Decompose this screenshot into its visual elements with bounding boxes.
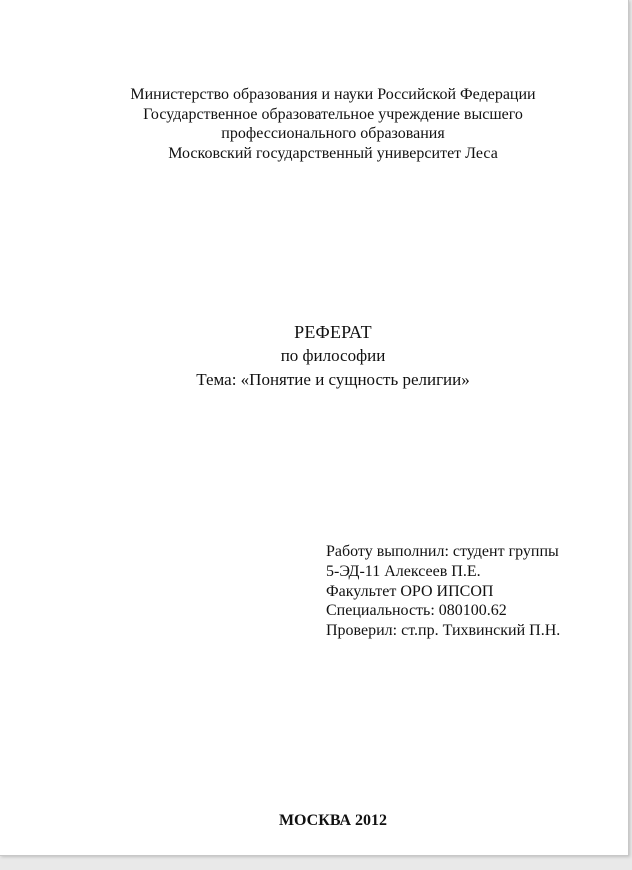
- institution-type-line: Государственное образовательное учреждение высшего: [143, 105, 523, 123]
- author-group-name: 5-ЭД-11 Алексеев П.Е.: [326, 562, 481, 580]
- report-title-block: [0, 320, 632, 392]
- author-info-block: [326, 542, 626, 641]
- report-title: РЕФЕРАТ: [294, 322, 372, 342]
- institution-header: [0, 85, 632, 163]
- city-year: МОСКВА 2012: [278, 812, 388, 829]
- author-specialty: Специальность: 080100.62: [326, 602, 507, 620]
- author-faculty: Факультет ОРО ИПСОП: [326, 582, 494, 600]
- reviewer: Проверил: ст.пр. Тихвинский П.Н.: [326, 622, 561, 640]
- education-level-line: профессионального образования: [221, 125, 445, 142]
- report-topic: Тема: «Понятие и сущность религии»: [196, 370, 470, 389]
- ministry-line: Министерство образования и науки Российской Федерации: [130, 86, 536, 103]
- university-name-line: Московский государственный университет Леса: [168, 144, 498, 162]
- report-subject: по философии: [280, 346, 386, 365]
- author-performed-by: Работу выполнил: студент группы: [326, 543, 559, 560]
